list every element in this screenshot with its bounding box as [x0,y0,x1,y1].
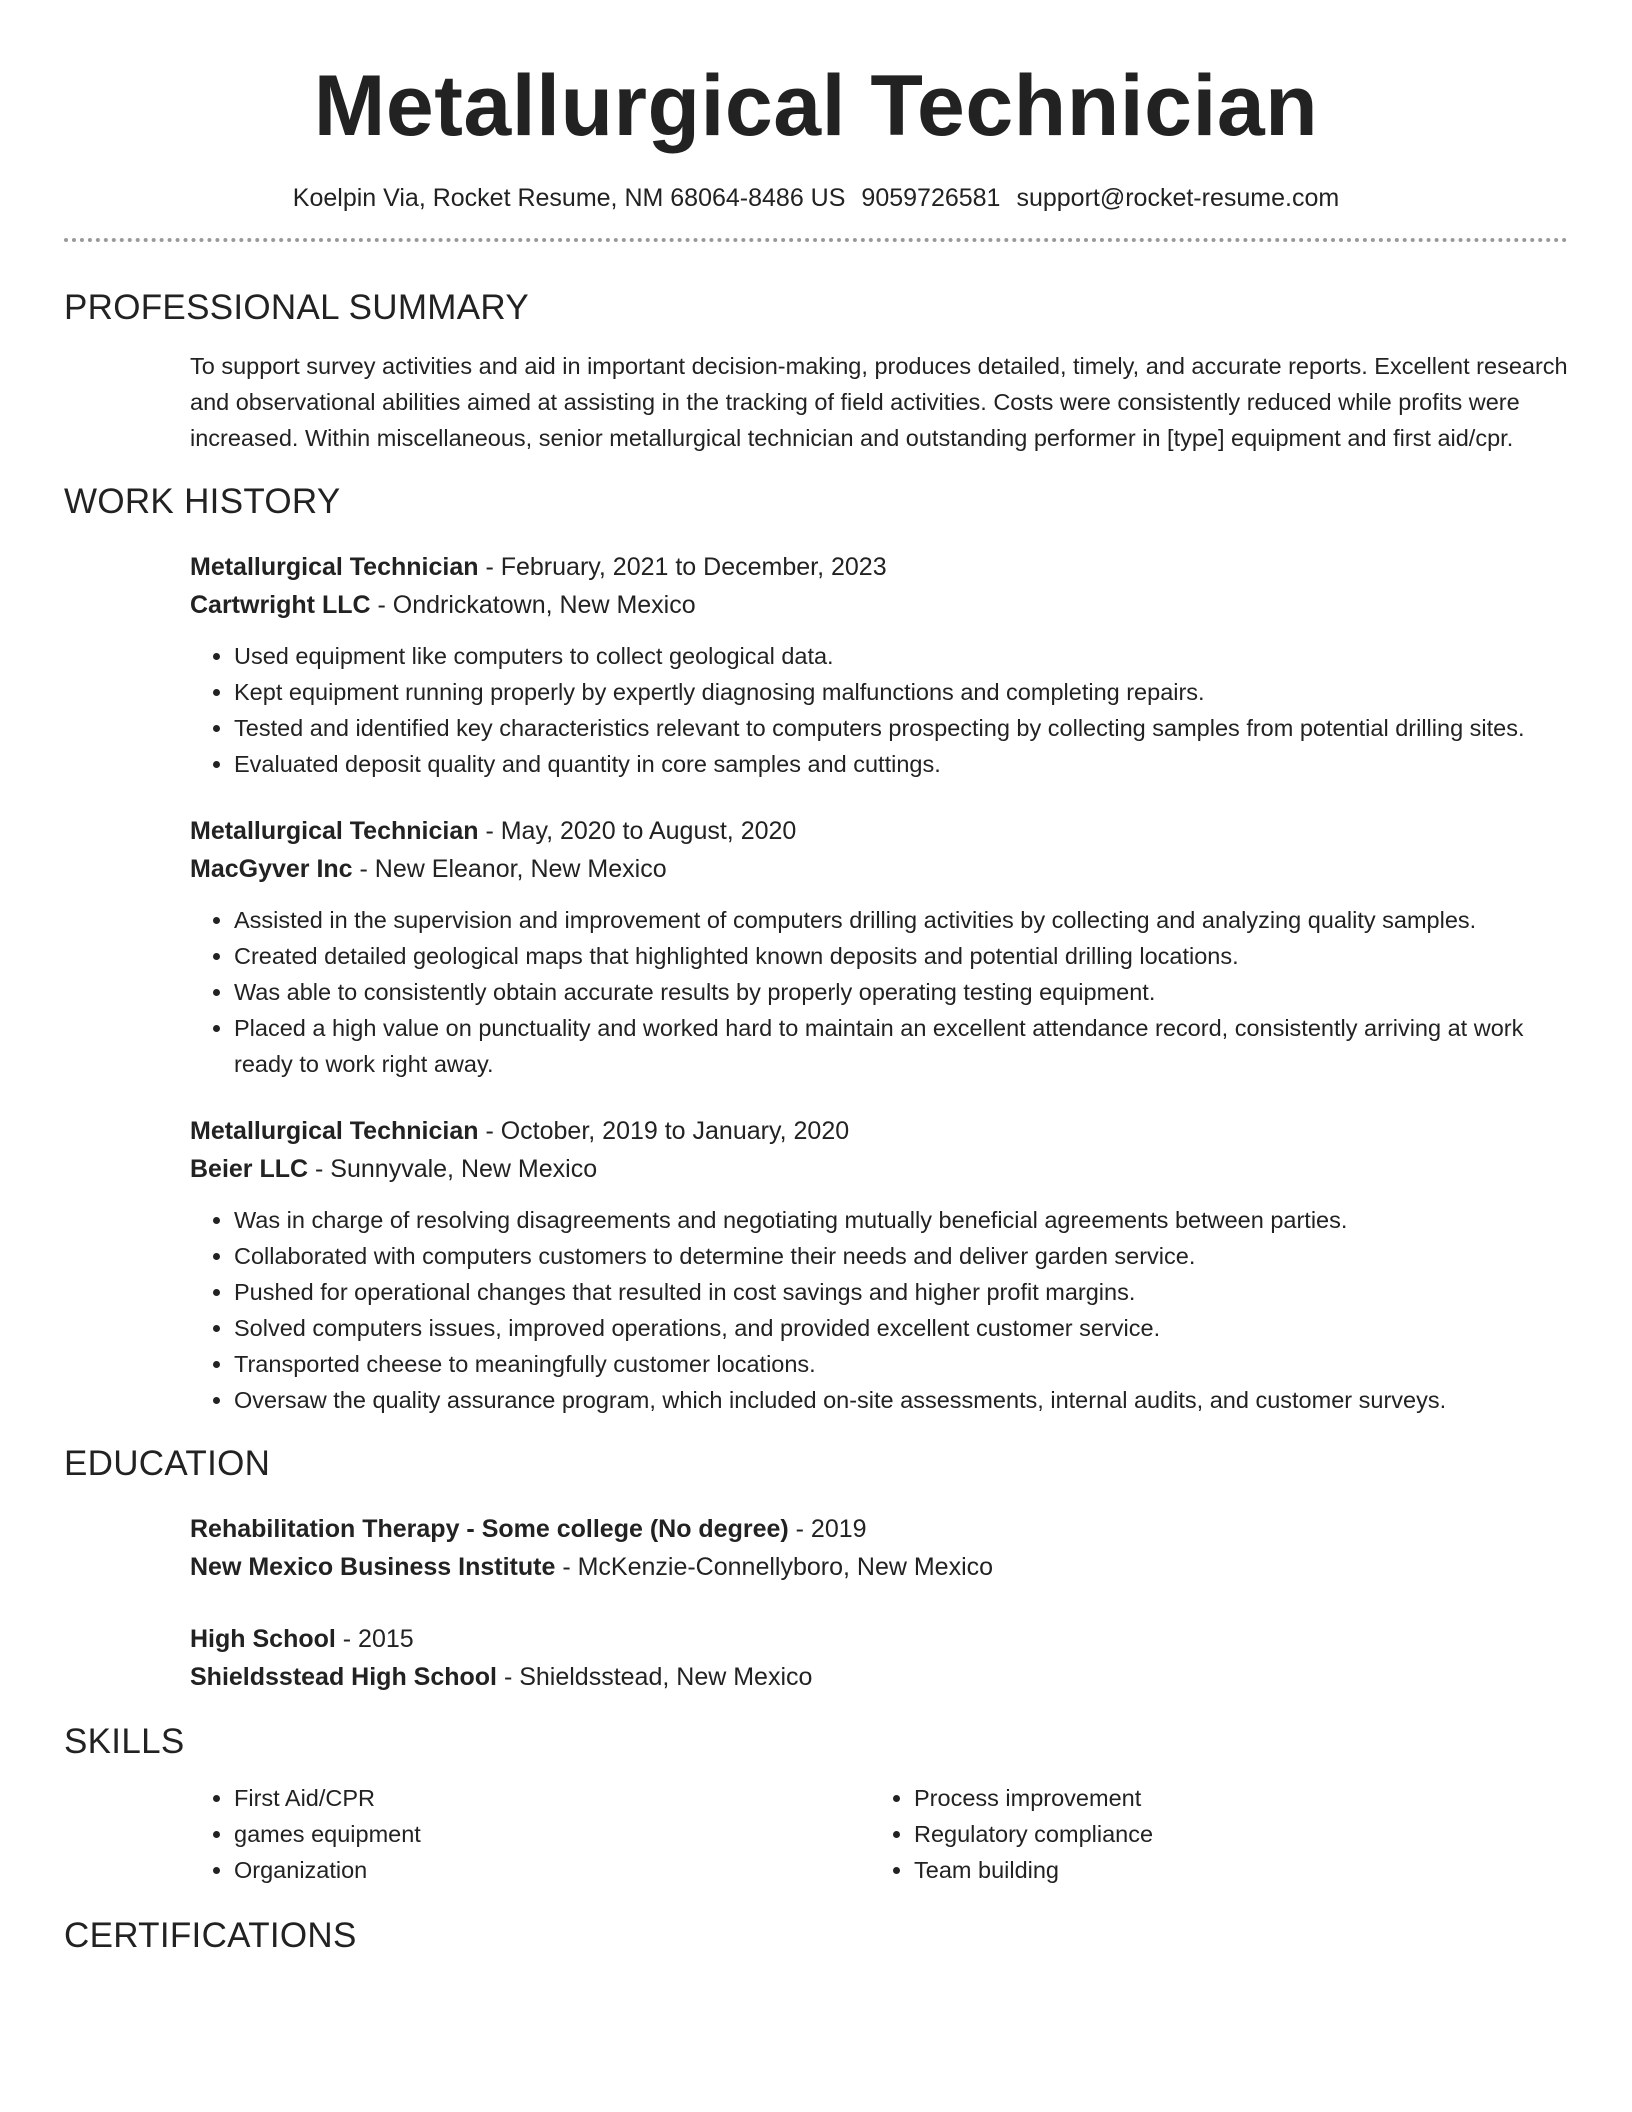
job-bullets [190,638,1568,782]
job-bullet: • Collaborated with computers customers to determine their needs and deliver garden service. [234,1238,1568,1274]
education-school-line [190,1548,1568,1586]
section-title-certifications: CERTIFICATIONS [64,1916,357,1955]
job-bullet: • Pushed for operational changes that resulted in cost savings and higher profit margins. [234,1274,1568,1310]
job-bullets [190,1202,1568,1418]
job-company: MacGyver Inc [190,855,353,883]
education-school-line [190,1658,1568,1696]
job-dates: - May, 2020 to August, 2020 [478,817,797,845]
job-role: Metallurgical Technician [190,1117,479,1145]
job-location: - Sunnyvale, New Mexico [308,1155,598,1183]
job-bullet: • Oversaw the quality assurance program, which included on-site assessments, internal audits, and customer surveys. [234,1382,1568,1418]
job-bullet: • Kept equipment running properly by expertly diagnosing malfunctions and completing repairs. [234,674,1568,710]
job-bullet: • Placed a high value on punctuality and worked hard to maintain an excellent attendance record, consistently arriving at work ready to work right away. [234,1010,1568,1082]
skills-column-right [870,1780,1550,1888]
education-year: - 2019 [788,1515,867,1543]
contact-address: Koelpin Via, Rocket Resume, NM 68064-8486 US [292,184,846,212]
job-dates: - February, 2021 to December, 2023 [478,553,887,581]
skill-item: • Organization [234,1852,870,1888]
job-bullet: • Transported cheese to meaningfully customer locations. [234,1346,1568,1382]
job-bullet: • Evaluated deposit quality and quantity in core samples and cuttings. [234,746,1568,782]
section-title-education: EDUCATION [64,1444,271,1483]
job-bullet: • Was in charge of resolving disagreements and negotiating mutually beneficial agreements between parties. [234,1202,1568,1238]
job-bullet: • Created detailed geological maps that highlighted known deposits and potential drilling locations. [234,938,1568,974]
job-company-line [190,1150,1568,1188]
education-school: New Mexico Business Institute [190,1553,556,1581]
skills-grid [190,1780,1568,1888]
education-location: - McKenzie-Connellyboro, New Mexico [555,1553,994,1581]
contact-line [64,182,1568,214]
section-title-skills: SKILLS [64,1722,185,1761]
education-degree-line [190,1620,1568,1658]
job-bullet: • Assisted in the supervision and improvement of computers drilling activities by collecting and analyzing quality samples. [234,902,1568,938]
skills-column-left [190,1780,870,1888]
education-degree: Rehabilitation Therapy - Some college (No degree) [190,1515,789,1543]
skill-item: • games equipment [234,1816,870,1852]
job-company-line [190,586,1568,624]
job-bullet: • Was able to consistently obtain accurate results by properly operating testing equipment. [234,974,1568,1010]
job-bullet: • Used equipment like computers to collect geological data. [234,638,1568,674]
skill-item: • Team building [914,1852,1550,1888]
contact-phone: 9059726581 [861,184,1001,212]
job-role: Metallurgical Technician [190,817,479,845]
job-bullet: • Solved computers issues, improved operations, and provided excellent customer service. [234,1310,1568,1346]
job-role-line [190,812,1568,850]
education-entry [190,1510,1568,1586]
job-bullets [190,902,1568,1082]
skill-item: • First Aid/CPR [234,1780,870,1816]
job-entry [190,1112,1568,1418]
job-entry [190,548,1568,782]
resume-title: Metallurgical Technician [313,58,1319,154]
job-bullet: • Tested and identified key characteristics relevant to computers prospecting by collecting samples from potential drilling sites. [234,710,1568,746]
job-location: - New Eleanor, New Mexico [352,855,667,883]
summary-text: To support survey activities and aid in important decision-making, produces detailed, timely, and accurate reports. Excellent research and observational abilities aimed at assisting in the tracking of field activities. Costs were consistently reduced while profits were increased. Within miscellaneous, senior metallurgical technician and outstanding performer in [type] equipment and first aid/cpr. [190,353,1568,451]
job-entry [190,812,1568,1082]
section-title-summary: PROFESSIONAL SUMMARY [64,288,529,327]
skill-item: • Regulatory compliance [914,1816,1550,1852]
job-company: Cartwright LLC [190,591,371,619]
education-degree-line [190,1510,1568,1548]
education-degree: High School [190,1625,336,1653]
job-company: Beier LLC [190,1155,309,1183]
education-year: - 2015 [335,1625,414,1653]
education-school: Shieldsstead High School [190,1663,497,1691]
job-company-line [190,850,1568,888]
job-location: - Ondrickatown, New Mexico [370,591,696,619]
job-role-line [190,548,1568,586]
job-dates: - October, 2019 to January, 2020 [478,1117,850,1145]
education-entry [190,1620,1568,1696]
header-divider [64,238,1568,242]
section-title-work-history: WORK HISTORY [64,482,341,521]
education-location: - Shieldsstead, New Mexico [497,1663,813,1691]
skill-item: • Process improvement [914,1780,1550,1816]
job-role: Metallurgical Technician [190,553,479,581]
contact-email: support@rocket-resume.com [1016,184,1340,212]
job-role-line [190,1112,1568,1150]
